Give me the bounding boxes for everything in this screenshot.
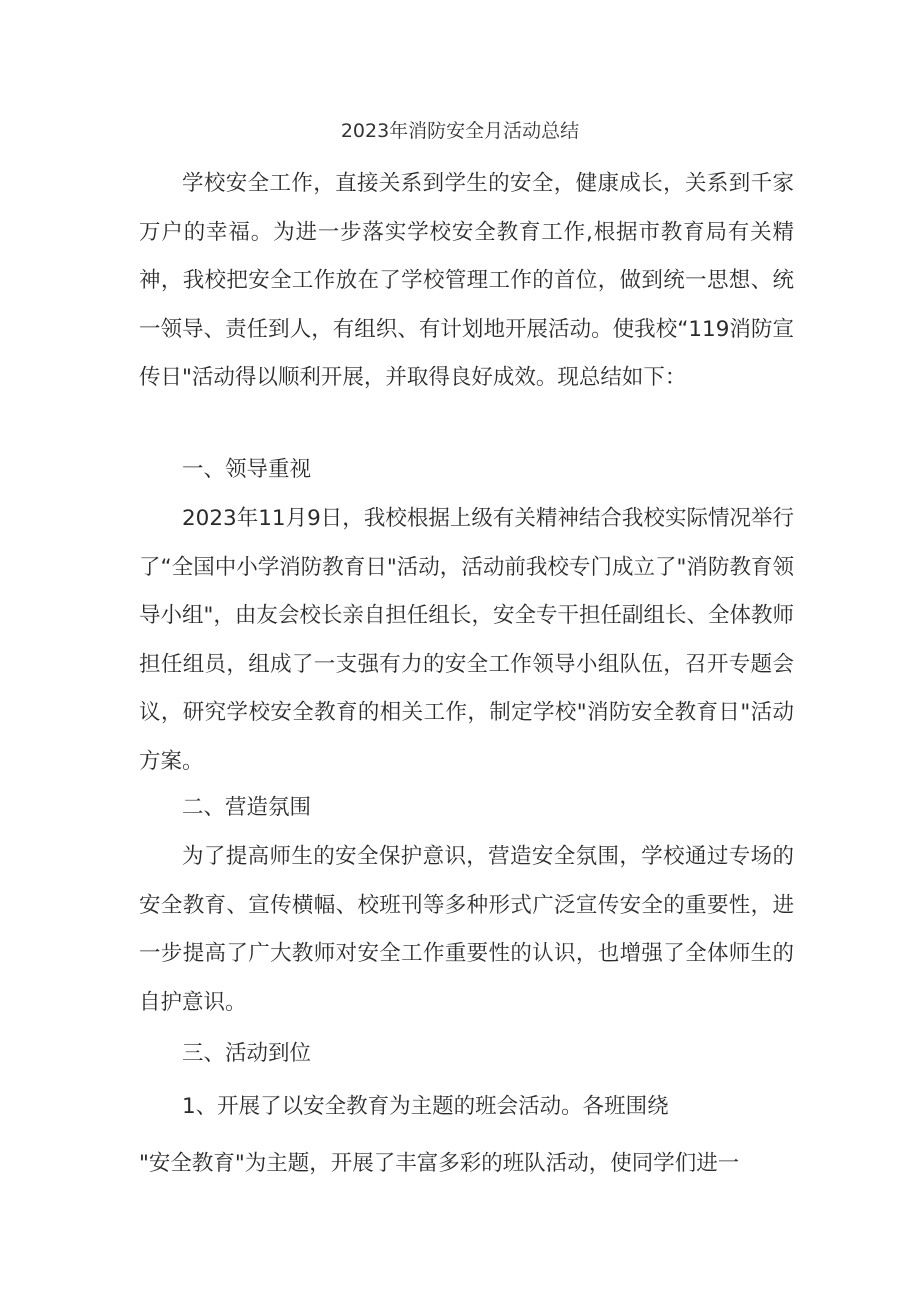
section-heading-atmosphere: 二、营造氛围: [182, 795, 312, 820]
activity-item-1-line-2: "安全教育"为主题，开展了丰富多彩的班队活动，使同学们进一: [139, 1151, 740, 1176]
document-title: 2023年消防安全月活动总结: [340, 120, 580, 142]
section-body-leadership: 2023年11月9日，我校根据上级有关精神结合我校实际情况举行了“全国中小学消防教育日"活动，活动前我校专门成立了"消防教育领导小组"，由友会校长亲自担任组长，安全专干担任副组长、全体教师担任组员，组成了一支强有力的安全工作领导小组队伍，召开专题会议，研究学校安全教育的相关工作，制定学校"消防安全教育日"活动方案。: [139, 506, 794, 774]
section-body-atmosphere: 为了提高师生的安全保护意识，营造安全氛围，学校通过专场的安全教育、宣传横幅、校班刊等多种形式广泛宣传安全的重要性，进一步提高了广大教师对安全工作重要性的认识，也增强了全体师生的自护意识。: [139, 844, 794, 1015]
activity-item-1-line-1: 1、开展了以安全教育为主题的班会活动。各班围绕: [182, 1094, 669, 1119]
section-heading-leadership: 一、领导重视: [182, 457, 312, 482]
section-heading-activities: 三、活动到位: [182, 1041, 312, 1066]
intro-paragraph: 学校安全工作，直接关系到学生的安全，健康成长，关系到千家万户的幸福。为进一步落实学校安全教育工作,根据市教育局有关精神，我校把安全工作放在了学校管理工作的首位，做到统一思想、统一领导、责任到人，有组织、有计划地开展活动。使我校“119消防宣传日"活动得以顺利开展，并取得良好成效。现总结如下：: [139, 171, 794, 391]
